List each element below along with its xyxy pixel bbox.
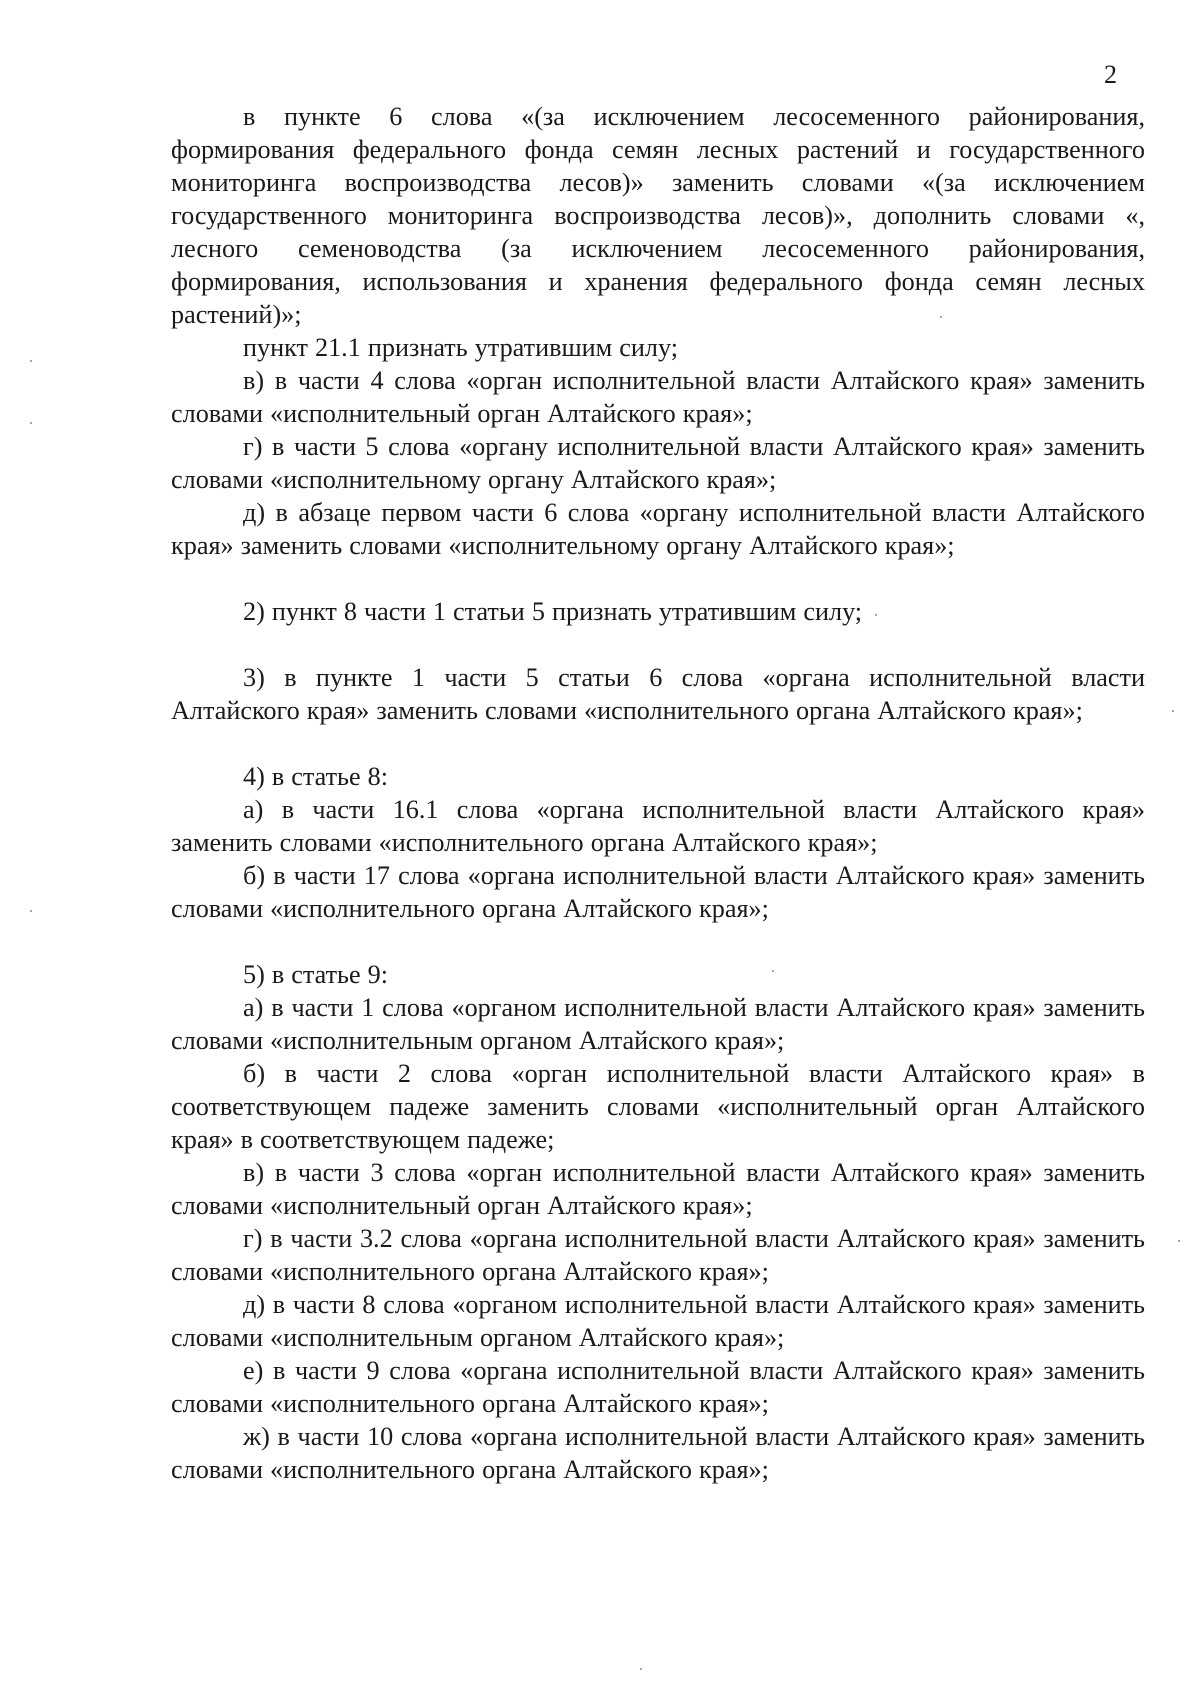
document-body (171, 100, 1145, 1486)
paragraph-spacer (171, 727, 1145, 760)
paragraph-point-5-heading: 5) в статье 9: (243, 960, 389, 989)
paragraph-subitem-d-part-6: д) в абзаце первом части 6 слова «органу исполнительной власти Алтайского края» заменить словами «исполнительному органу Алтайского края»; (171, 498, 1145, 560)
paragraph-spacer (171, 628, 1145, 661)
paragraph-point-3: 3) в пункте 1 части 5 статьи 6 слова «органа исполнительной власти Алтайского края» заменить словами «исполнительного органа Алтайского края»; (171, 663, 1145, 725)
scan-speck (30, 360, 32, 362)
scan-speck (30, 910, 32, 912)
paragraph-point-5-e: е) в части 9 слова «органа исполнительной власти Алтайского края» заменить словами «исполнительного органа Алтайского края»; (171, 1356, 1145, 1418)
paragraph-subitem-g-part-5: г) в части 5 слова «органу исполнительной власти Алтайского края» заменить словами «исполнительному органу Алтайского края»; (171, 432, 1145, 494)
scan-speck (1178, 1240, 1180, 1242)
paragraph-spacer (171, 562, 1145, 595)
paragraph-spacer (171, 925, 1145, 958)
paragraph-point-5-v: в) в части 3 слова «орган исполнительной власти Алтайского края» заменить словами «исполнительный орган Алтайского края»; (171, 1158, 1145, 1220)
scan-speck (30, 422, 32, 424)
paragraph-point-4-a: а) в части 16.1 слова «органа исполнительной власти Алтайского края» заменить словами «исполнительного органа Алтайского края»; (171, 795, 1145, 857)
paragraph-point-4-heading: 4) в статье 8: (243, 762, 389, 791)
paragraph-point-5-g: г) в части 3.2 слова «органа исполнительной власти Алтайского края» заменить словами «исполнительного органа Алтайского края»; (171, 1224, 1145, 1286)
paragraph-point-5-a: а) в части 1 слова «органом исполнительной власти Алтайского края» заменить словами «исполнительным органом Алтайского края»; (171, 993, 1145, 1055)
paragraph-point-5-zh: ж) в части 10 слова «органа исполнительной власти Алтайского края» заменить словами «исполнительного органа Алтайского края»; (171, 1422, 1145, 1484)
paragraph-item-6-amendment: в пункте 6 слова «(за исключением лесосеменного районирования, формирования федерального фонда семян лесных растений и государственного мониторинга воспроизводства лесов)» заменить словами «(за исключением государственного мониторинга воспроизводства лесов)», дополнить словами «, лесного семеноводства (за исключением лесосеменного районирования, формирования, использования и хранения федерального фонда семян лесных растений)»; (171, 102, 1145, 329)
paragraph-point-5-d: д) в части 8 слова «органом исполнительной власти Алтайского края» заменить словами «исполнительным органом Алтайского края»; (171, 1290, 1145, 1352)
paragraph-subitem-v-part-4: в) в части 4 слова «орган исполнительной власти Алтайского края» заменить словами «исполнительный орган Алтайского края»; (171, 366, 1145, 428)
paragraph-point-5-b: б) в части 2 слова «орган исполнительной власти Алтайского края» в соответствующем падеже заменить словами «исполнительный орган Алтайского края» в соответствующем падеже; (171, 1059, 1145, 1154)
scan-speck (772, 970, 774, 972)
scan-speck (940, 316, 942, 318)
paragraph-item-21-1-repeal: пункт 21.1 признать утратившим силу; (243, 333, 678, 362)
paragraph-point-4-b: б) в части 17 слова «органа исполнительной власти Алтайского края» заменить словами «исполнительного органа Алтайского края»; (171, 861, 1145, 923)
scan-speck (1172, 710, 1174, 712)
paragraph-point-2: 2) пункт 8 части 1 статьи 5 признать утратившим силу; (243, 597, 863, 626)
scan-speck (640, 1668, 642, 1670)
scan-speck (875, 614, 877, 616)
page-number: 2 (1104, 60, 1117, 89)
